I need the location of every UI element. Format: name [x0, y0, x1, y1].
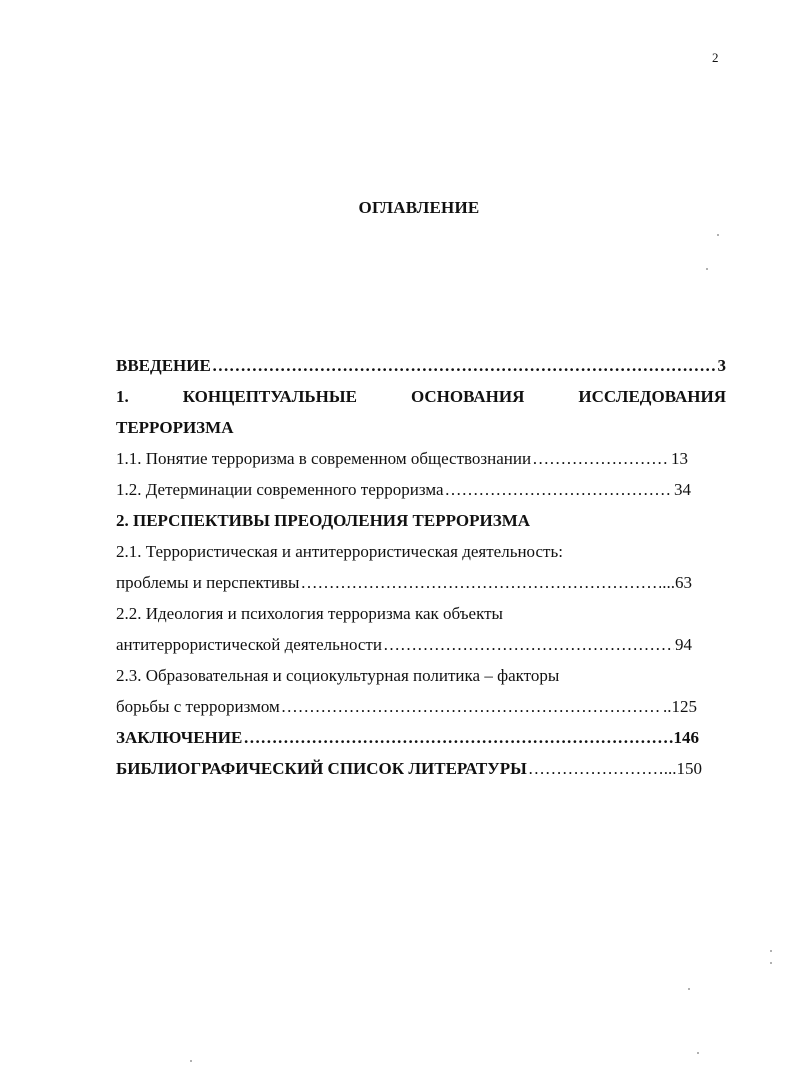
toc-entry-page: ...150 [663, 759, 702, 778]
toc-entry-page: 34 [674, 480, 691, 499]
scan-speck [706, 268, 708, 270]
dot-leader [532, 449, 670, 469]
dot-leader [300, 573, 661, 593]
toc-entry-label: 2. ПЕРСПЕКТИВЫ ПРЕОДОЛЕНИЯ ТЕРРОРИЗМА [116, 511, 531, 530]
toc-entry-label: 1.1. Понятие терроризма в современном обществознании [116, 449, 532, 468]
chapter-word: ИССЛЕДОВАНИЯ [578, 387, 726, 406]
toc-entry-2-2 [116, 593, 726, 624]
toc-entry-2-2-cont [116, 624, 726, 655]
chapter-number: 1. [116, 387, 129, 406]
toc-entry-bibliography [116, 748, 726, 779]
toc-chapter-1-heading [116, 376, 726, 407]
chapter-word: ОСНОВАНИЯ [410, 387, 525, 406]
toc-entry-label: ЗАКЛЮЧЕНИЕ [116, 728, 243, 747]
toc-entry-label: антитеррористической деятельности [116, 635, 382, 654]
toc-entry-1-2 [116, 469, 726, 500]
dot-leader [383, 635, 674, 655]
dot-leader [528, 759, 663, 779]
dot-leader [445, 480, 673, 500]
toc-chapter-1-heading-cont [116, 407, 726, 438]
chapter-word: КОНЦЕПТУАЛЬНЫЕ [182, 387, 357, 406]
page-title: ОГЛАВЛЕНИЕ [358, 198, 480, 217]
toc-entry-page: 94 [675, 635, 692, 654]
toc-entry-2-1-cont [116, 562, 726, 593]
table-of-contents [116, 345, 726, 779]
scan-speck [697, 1052, 699, 1054]
dot-leader [243, 728, 672, 748]
toc-entry-2-3-cont [116, 686, 726, 717]
toc-entry-page: 3 [717, 356, 726, 375]
toc-entry-page: ...63 [662, 573, 692, 592]
toc-entry-2-1 [116, 531, 726, 562]
toc-entry-label: борьбы с терроризмом [116, 697, 280, 716]
toc-entry-page: 146 [673, 728, 699, 747]
toc-entry-2-3 [116, 655, 726, 686]
chapter-word: ТЕРРОРИЗМА [116, 418, 234, 437]
scan-speck [190, 1060, 192, 1062]
toc-entry-label: 1.2. Детерминации современного терроризма [116, 480, 444, 499]
scan-speck [688, 988, 690, 990]
toc-entry-label: проблемы и перспективы [116, 573, 300, 592]
toc-entry-intro [116, 345, 726, 376]
page-number: 2 [712, 50, 719, 65]
scan-speck [770, 962, 772, 964]
toc-entry-page: 13 [671, 449, 688, 468]
scan-speck [717, 234, 719, 236]
dot-leader [212, 356, 717, 376]
dot-leader [281, 697, 662, 717]
toc-chapter-2-heading [116, 500, 726, 531]
toc-entry-label: 2.3. Образовательная и социокультурная политика – факторы [116, 666, 560, 685]
toc-entry-label: 2.1. Террористическая и антитеррористическая деятельность: [116, 542, 563, 561]
toc-entry-conclusion [116, 717, 726, 748]
toc-entry-page: ..125 [663, 697, 697, 716]
toc-entry-label: 2.2. Идеология и психология терроризма как объекты [116, 604, 503, 623]
toc-entry-label: БИБЛИОГРАФИЧЕСКИЙ СПИСОК ЛИТЕРАТУРЫ [116, 759, 527, 778]
toc-entry-1-1 [116, 438, 726, 469]
scan-speck [770, 950, 772, 952]
toc-entry-label: ВВЕДЕНИЕ [116, 356, 211, 375]
